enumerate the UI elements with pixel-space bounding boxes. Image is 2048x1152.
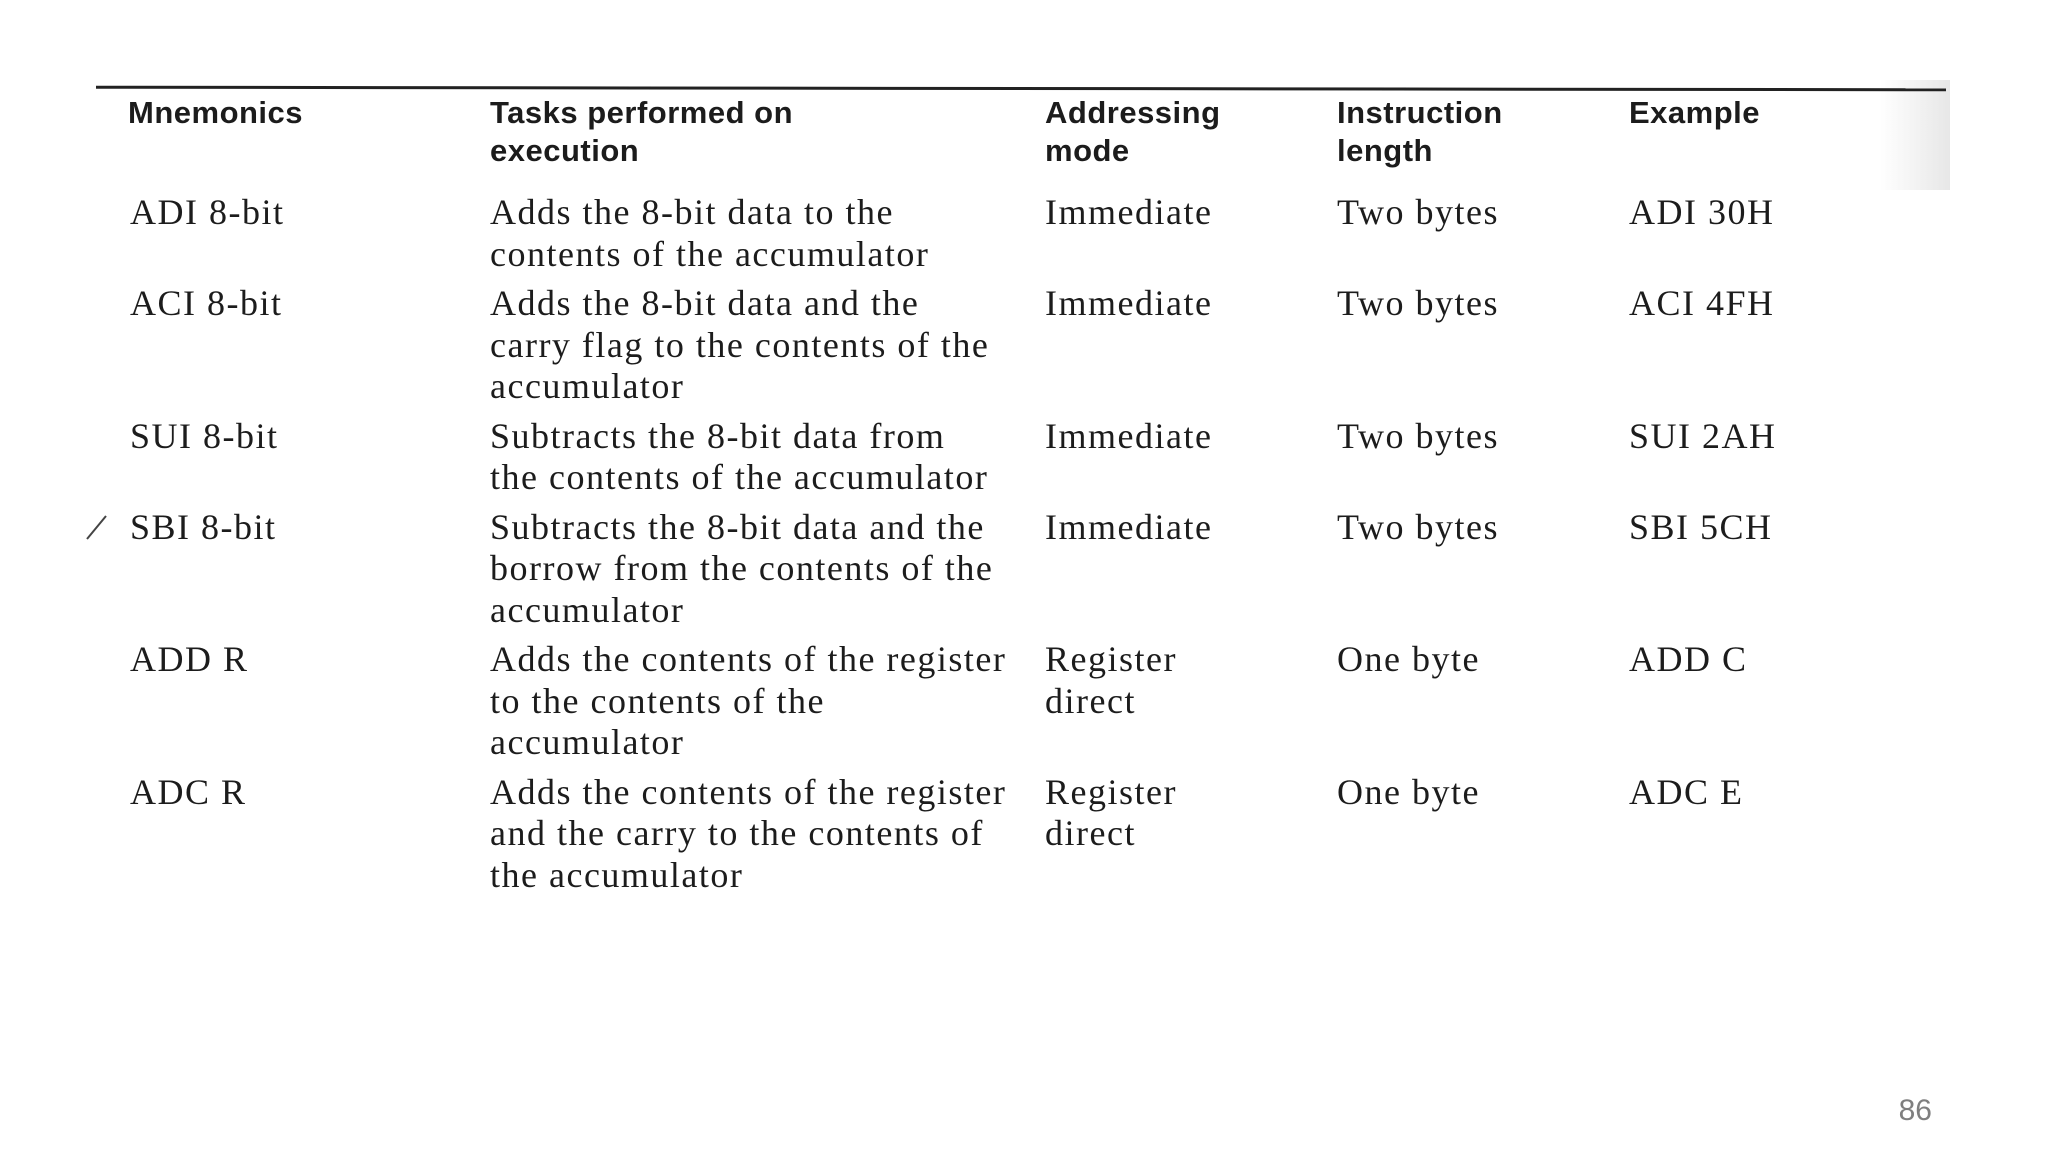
- cell-task: [490, 416, 1045, 507]
- cell-length: Two bytes: [1337, 506, 1499, 547]
- table-top-rule: [96, 86, 1946, 92]
- header-length: [1337, 94, 1629, 192]
- cell-task-text: Subtracts the 8-bit data from the contents of the accumulator: [490, 415, 989, 497]
- table-row: [96, 192, 1929, 283]
- cell-mode-text: Register direct: [1045, 639, 1177, 721]
- header-example: Example: [1629, 95, 1761, 130]
- cell-mode: Immediate: [1045, 283, 1213, 323]
- cell-length: Two bytes: [1337, 192, 1499, 232]
- cell-example: ADD C: [1629, 639, 1748, 679]
- cell-task: [490, 639, 1045, 772]
- cell-example: ADI 30H: [1629, 192, 1775, 232]
- cell-length: One byte: [1337, 639, 1480, 679]
- table-row: [96, 283, 1929, 416]
- page-number: 86: [1898, 1094, 1932, 1127]
- cell-task-text: Adds the contents of the register and the carry to the contents of the accumulator: [490, 771, 1007, 895]
- instruction-table: [96, 94, 1929, 904]
- cell-mnemonic: ADI 8-bit: [130, 192, 285, 232]
- cell-example: SBI 5CH: [1629, 506, 1773, 547]
- header-tasks: [490, 94, 1045, 192]
- table-row: [96, 639, 1929, 772]
- cell-example: ADC E: [1629, 771, 1744, 812]
- table-row: [96, 507, 1929, 640]
- header-mnemonics: Mnemonics: [128, 95, 304, 130]
- cell-mode-text: Register direct: [1045, 771, 1177, 853]
- header-addressing-text: Addressing mode: [1045, 95, 1221, 168]
- cell-mnemonic: ACI 8-bit: [130, 283, 283, 323]
- cell-mode: Immediate: [1045, 192, 1213, 232]
- cell-task-text: Adds the contents of the register to the contents of the accumulator: [490, 639, 1007, 762]
- header-length-text: Instruction length: [1337, 95, 1503, 168]
- cell-task-text: Adds the 8-bit data and the carry flag to the contents of the accumulator: [490, 283, 990, 406]
- cell-task-text: Subtracts the 8-bit data and the borrow from the contents of the accumulator: [490, 506, 994, 630]
- cell-mode: [1045, 772, 1337, 905]
- cell-mnemonic: ADD R: [130, 639, 249, 679]
- table-header-row: [96, 94, 1929, 192]
- cell-mnemonic: SUI 8-bit: [130, 415, 279, 456]
- cell-task: [490, 507, 1045, 640]
- cell-length: Two bytes: [1337, 415, 1499, 456]
- table-row: [96, 772, 1929, 905]
- header-tasks-text: Tasks performed on execution: [490, 95, 794, 168]
- cell-length: Two bytes: [1337, 283, 1499, 323]
- cell-task-text: Adds the 8-bit data to the contents of the accumulator: [490, 192, 930, 274]
- cell-example: SUI 2AH: [1629, 415, 1777, 456]
- header-addressing: [1045, 94, 1337, 192]
- cell-task: [490, 283, 1045, 416]
- cell-mnemonic: SBI 8-bit: [130, 506, 277, 547]
- cell-mnemonic: ADC R: [130, 771, 247, 812]
- cell-example: ACI 4FH: [1629, 283, 1775, 323]
- cell-task: [490, 772, 1045, 905]
- table-row: [96, 416, 1929, 507]
- cell-mode: Immediate: [1045, 506, 1213, 547]
- cell-task: [490, 192, 1045, 283]
- cell-length: One byte: [1337, 771, 1480, 812]
- cell-mode: [1045, 639, 1337, 772]
- cell-mode: Immediate: [1045, 415, 1213, 456]
- table-body: [96, 192, 1929, 904]
